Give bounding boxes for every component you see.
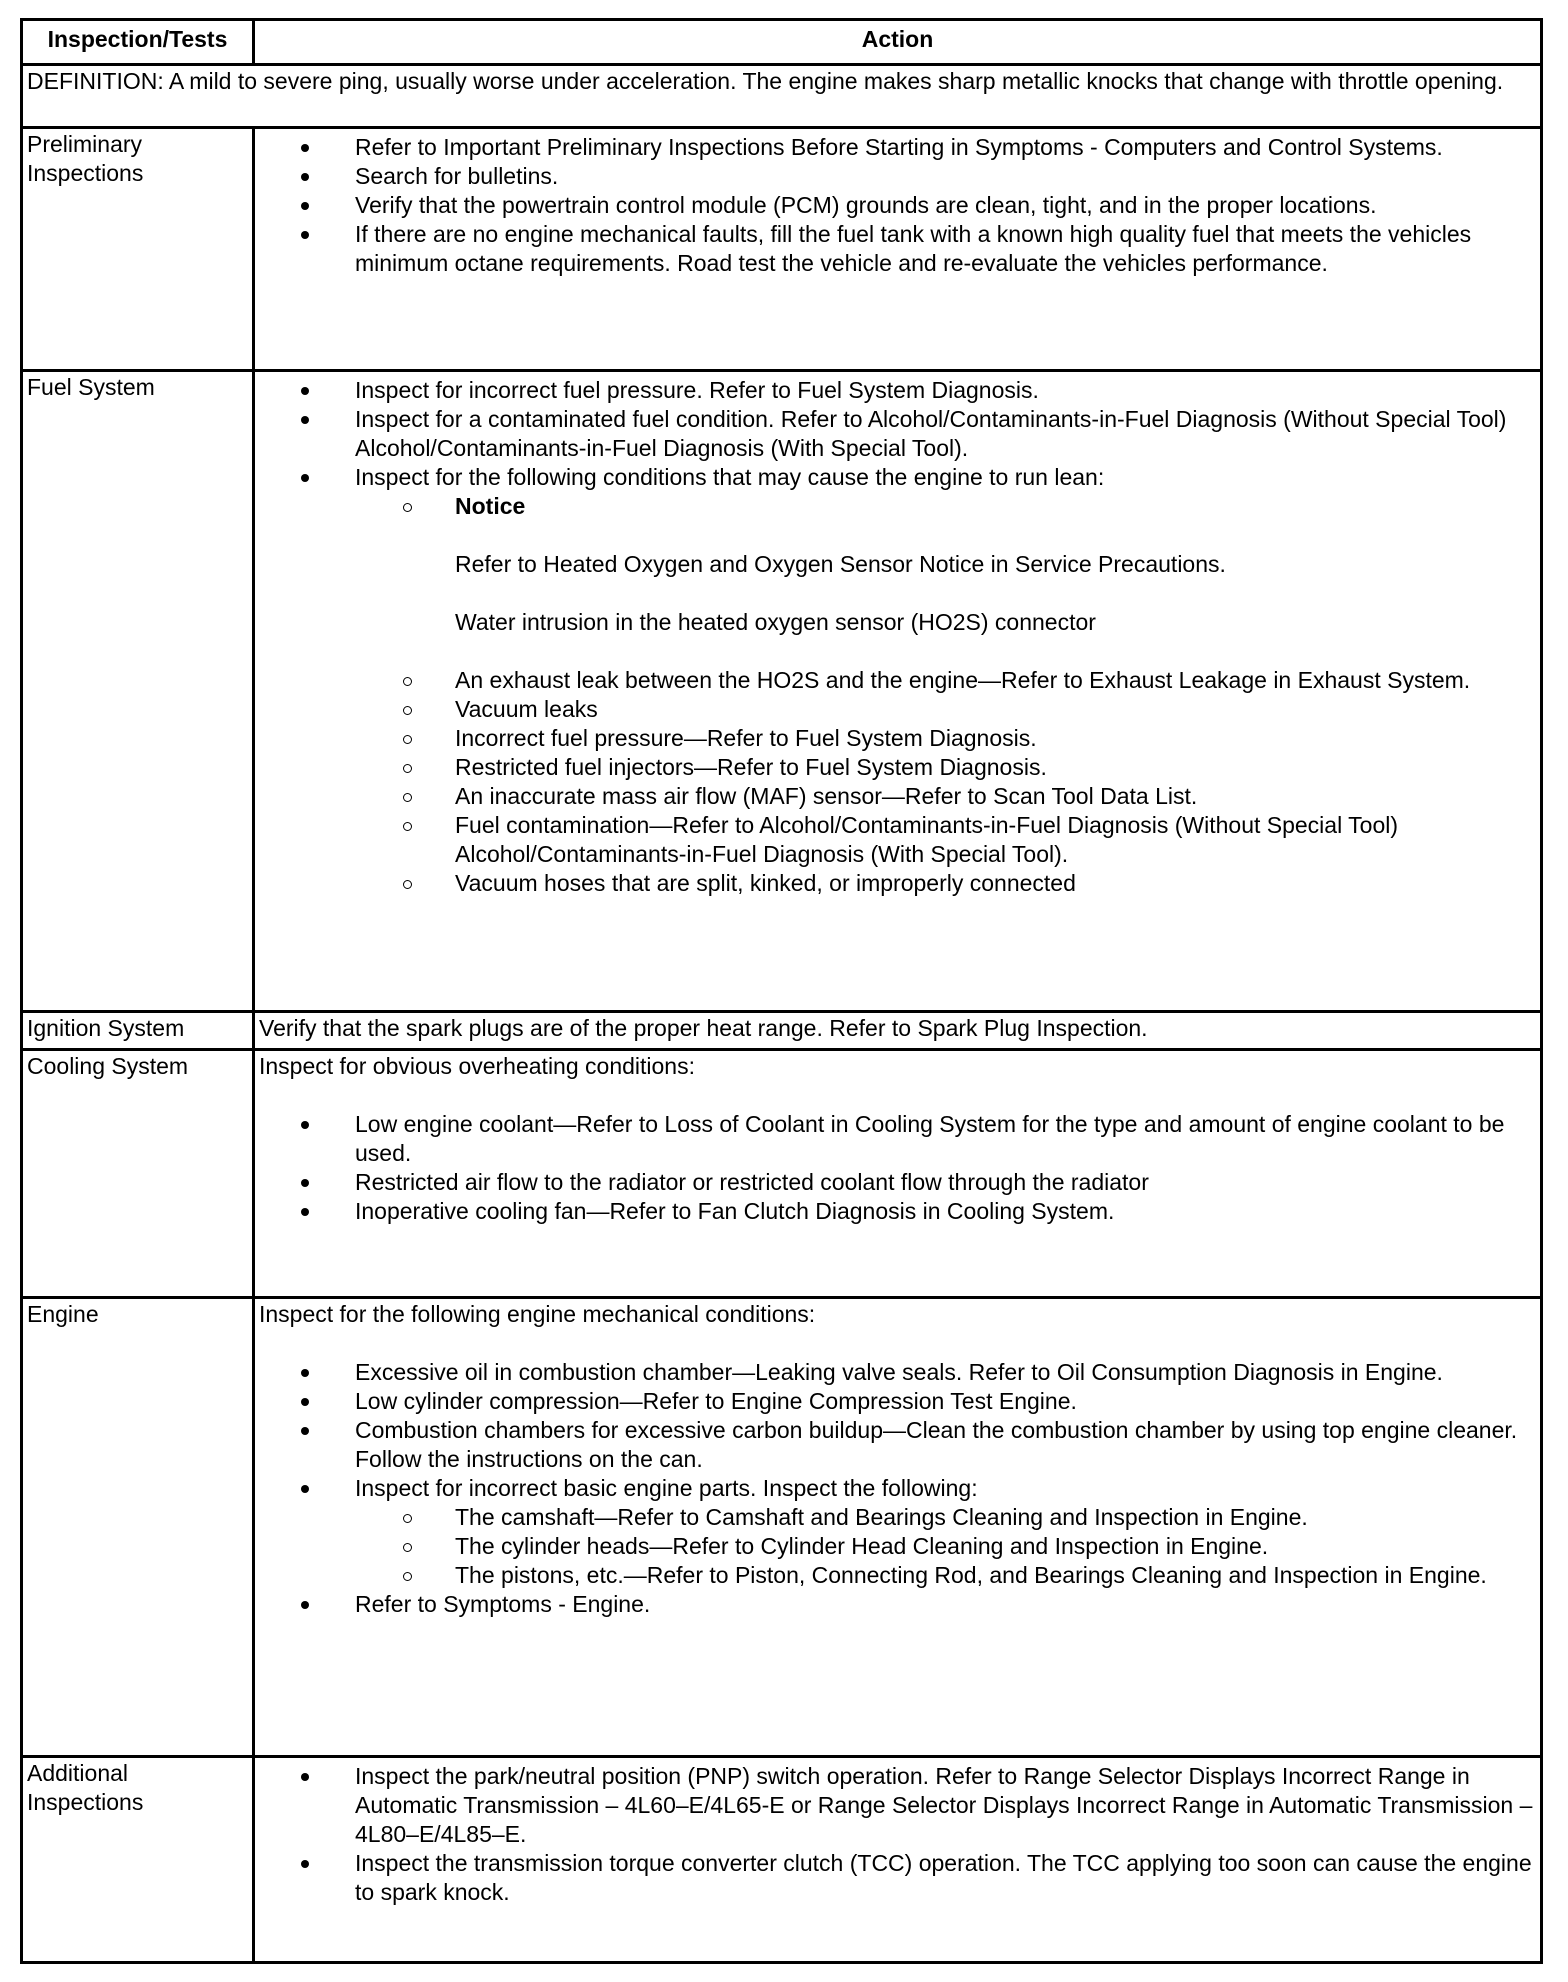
row-action-preliminary bbox=[254, 128, 1542, 371]
sub-list-item: The camshaft—Refer to Camshaft and Bearings Cleaning and Inspection in Engine. bbox=[455, 1503, 1536, 1532]
row-action-additional bbox=[254, 1757, 1542, 1963]
table-header-row bbox=[22, 20, 1542, 65]
row-action-ignition: Verify that the spark plugs are of the proper heat range. Refer to Spark Plug Inspection. bbox=[254, 1012, 1542, 1050]
list-item: Refer to Symptoms - Engine. bbox=[355, 1590, 1536, 1619]
list-item bbox=[355, 463, 1536, 898]
row-label-cooling: Cooling System bbox=[22, 1050, 254, 1298]
list-item: Combustion chambers for excessive carbon buildup—Clean the combustion chamber by using top engine cleaner. Follow the instructions on the can. bbox=[355, 1416, 1536, 1474]
list-item: Restricted air flow to the radiator or restricted coolant flow through the radiator bbox=[355, 1168, 1536, 1197]
row-action-engine bbox=[254, 1298, 1542, 1757]
diagnosis-table bbox=[20, 18, 1543, 1964]
table-row-engine bbox=[22, 1298, 1542, 1757]
row-label-engine: Engine bbox=[22, 1298, 254, 1757]
list-item-text: Inspect for the following conditions that may cause the engine to run lean: bbox=[355, 464, 1105, 490]
list-item-text: Inspect for incorrect basic engine parts. Inspect the following: bbox=[355, 1475, 978, 1501]
sub-list-item: Vacuum leaks bbox=[455, 695, 1536, 724]
notice-title: Notice bbox=[455, 493, 526, 519]
sub-list-item: An exhaust leak between the HO2S and the engine—Refer to Exhaust Leakage in Exhaust System. bbox=[455, 666, 1536, 695]
table-row-ignition bbox=[22, 1012, 1542, 1050]
table-row-preliminary bbox=[22, 128, 1542, 371]
row-label-preliminary: Preliminary Inspections bbox=[22, 128, 254, 371]
table-row-cooling bbox=[22, 1050, 1542, 1298]
sub-list-item: An inaccurate mass air flow (MAF) sensor—Refer to Scan Tool Data List. bbox=[455, 782, 1536, 811]
column-header-inspection: Inspection/Tests bbox=[22, 20, 254, 65]
row-label-fuel: Fuel System bbox=[22, 371, 254, 1012]
sub-list-item: Incorrect fuel pressure—Refer to Fuel System Diagnosis. bbox=[455, 724, 1536, 753]
sub-list-item: Vacuum hoses that are split, kinked, or improperly connected bbox=[455, 869, 1536, 898]
list-item: Inspect the park/neutral position (PNP) switch operation. Refer to Range Selector Displays Incorrect Range in Automatic Transmission – 4L60–E/4L65-E or Range Selector Displays Incorrect Range in Automatic Transmission – 4L80–E/4L85–E. bbox=[355, 1762, 1536, 1849]
list-item: Inspect for a contaminated fuel condition. Refer to Alcohol/Contaminants-in-Fuel Diagnosis (Without Special Tool) Alcohol/Contaminants-in-Fuel Diagnosis (With Special Tool). bbox=[355, 405, 1536, 463]
row-intro-cooling: Inspect for obvious overheating conditions: bbox=[259, 1053, 695, 1079]
list-item: Refer to Important Preliminary Inspections Before Starting in Symptoms - Computers and Control Systems. bbox=[355, 133, 1536, 162]
row-label-additional: Additional Inspections bbox=[22, 1757, 254, 1963]
row-action-fuel bbox=[254, 371, 1542, 1012]
column-header-action: Action bbox=[254, 20, 1542, 65]
sub-list-item: Fuel contamination—Refer to Alcohol/Contaminants-in-Fuel Diagnosis (Without Special Tool) Alcohol/Contaminants-in-Fuel Diagnosis (With Special Tool). bbox=[455, 811, 1536, 869]
definition-row bbox=[22, 65, 1542, 128]
notice-condition: Water intrusion in the heated oxygen sensor (HO2S) connector bbox=[455, 609, 1096, 635]
notice-item bbox=[455, 492, 1536, 666]
list-item: Low engine coolant—Refer to Loss of Coolant in Cooling System for the type and amount of engine coolant to be used. bbox=[355, 1110, 1536, 1168]
list-item: Excessive oil in combustion chamber—Leaking valve seals. Refer to Oil Consumption Diagnosis in Engine. bbox=[355, 1358, 1536, 1387]
notice-text: Refer to Heated Oxygen and Oxygen Sensor Notice in Service Precautions. bbox=[455, 551, 1226, 577]
row-action-cooling bbox=[254, 1050, 1542, 1298]
table-row-additional bbox=[22, 1757, 1542, 1963]
list-item: Inspect for incorrect fuel pressure. Refer to Fuel System Diagnosis. bbox=[355, 376, 1536, 405]
list-item: Verify that the powertrain control module (PCM) grounds are clean, tight, and in the proper locations. bbox=[355, 191, 1536, 220]
row-label-ignition: Ignition System bbox=[22, 1012, 254, 1050]
sub-list-item: The pistons, etc.—Refer to Piston, Connecting Rod, and Bearings Cleaning and Inspection in Engine. bbox=[455, 1561, 1536, 1590]
row-intro-engine: Inspect for the following engine mechanical conditions: bbox=[259, 1301, 816, 1327]
list-item: Low cylinder compression—Refer to Engine Compression Test Engine. bbox=[355, 1387, 1536, 1416]
sub-list-item: Restricted fuel injectors—Refer to Fuel System Diagnosis. bbox=[455, 753, 1536, 782]
list-item: If there are no engine mechanical faults, fill the fuel tank with a known high quality fuel that meets the vehicles minimum octane requirements. Road test the vehicle and re-evaluate the vehicles performance. bbox=[355, 220, 1536, 278]
list-item bbox=[355, 1474, 1536, 1590]
list-item: Search for bulletins. bbox=[355, 162, 1536, 191]
definition-text: DEFINITION: A mild to severe ping, usually worse under acceleration. The engine makes sharp metallic knocks that change with throttle opening. bbox=[22, 65, 1542, 128]
list-item: Inspect the transmission torque converter clutch (TCC) operation. The TCC applying too soon can cause the engine to spark knock. bbox=[355, 1849, 1536, 1907]
document-page bbox=[20, 18, 1540, 1968]
table-row-fuel bbox=[22, 371, 1542, 1012]
sub-list-item: The cylinder heads—Refer to Cylinder Head Cleaning and Inspection in Engine. bbox=[455, 1532, 1536, 1561]
list-item: Inoperative cooling fan—Refer to Fan Clutch Diagnosis in Cooling System. bbox=[355, 1197, 1536, 1226]
